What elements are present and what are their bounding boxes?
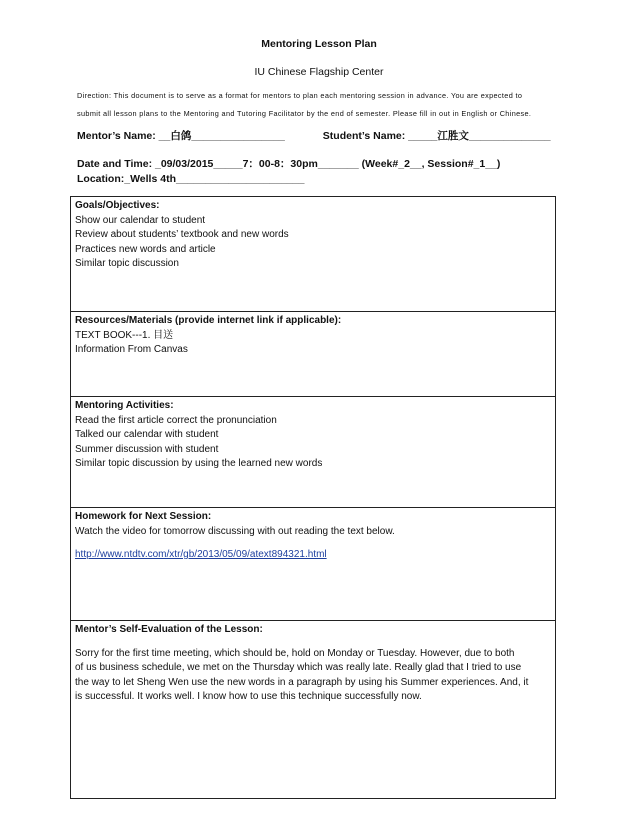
homework-link[interactable]: http://www.ntdtv.com/xtr/gb/2013/05/09/atext894321.html: [75, 549, 327, 560]
section-heading: Goals/Objectives:: [75, 200, 160, 211]
paragraph-line: of us business schedule, we met on the Thursday which was really late. Really glad that I tried to use: [75, 662, 522, 673]
list-item: Information From Canvas: [75, 344, 188, 355]
section-heading: Mentor’s Self-Evaluation of the Lesson:: [75, 624, 263, 635]
list-item: Similar topic discussion by using the learned new words: [75, 458, 323, 469]
resources-section: [70, 311, 556, 397]
student-name-field: Student’s Name: _____江胜文______________: [322, 130, 551, 142]
direction-line: Direction: This document is to serve as a format for mentors to plan each mentoring session in advance. You are expected to: [77, 91, 523, 100]
location-field: Location:_Wells 4th______________________: [77, 173, 305, 185]
paragraph-line: the way to let Sheng Wen use the new words in a paragraph by using his Summer experiences. And, it: [75, 676, 529, 688]
section-heading: Mentoring Activities:: [75, 400, 174, 411]
evaluation-section: [70, 620, 556, 799]
mentor-name-field: Mentor’s Name: __白鸽________________: [77, 130, 285, 142]
list-item: Read the first article correct the pronunciation: [75, 414, 277, 426]
list-item: Show our calendar to student: [75, 214, 206, 226]
activities-section: [70, 396, 556, 508]
names-row: [77, 128, 551, 143]
list-item: Review about students’ textbook and new words: [75, 229, 289, 240]
list-item: Summer discussion with student: [75, 443, 219, 455]
list-item: Talked our calendar with student: [75, 429, 219, 440]
paragraph-line: is successful. It works well. I know how to use this technique successfully now.: [75, 691, 422, 702]
list-item: TEXT BOOK---1. 目送: [75, 329, 174, 341]
homework-text: Watch the video for tomorrow discussing with out reading the text below.: [75, 525, 395, 537]
list-item: Similar topic discussion: [75, 258, 179, 269]
section-heading: Homework for Next Session:: [75, 511, 212, 522]
goals-section: [70, 196, 556, 312]
direction-text: [77, 87, 577, 123]
center-name: IU Chinese Flagship Center: [254, 66, 384, 78]
date-time-field: Date and Time: _09/03/2015_____7：00-8：30pm_______ (Week#_2__, Session#_1__): [77, 158, 501, 170]
section-heading: Resources/Materials (provide internet link if applicable):: [75, 315, 342, 326]
page-title: Mentoring Lesson Plan: [261, 38, 377, 50]
direction-line: submit all lesson plans to the Mentoring and Tutoring Facilitator by the end of semester. Please fill in out in English or Chinese.: [77, 109, 532, 118]
list-item: Practices new words and article: [75, 243, 216, 255]
paragraph-line: Sorry for the first time meeting, which should be, hold on Monday or Tuesday. However, due to both: [75, 647, 515, 659]
homework-section: [70, 507, 556, 621]
